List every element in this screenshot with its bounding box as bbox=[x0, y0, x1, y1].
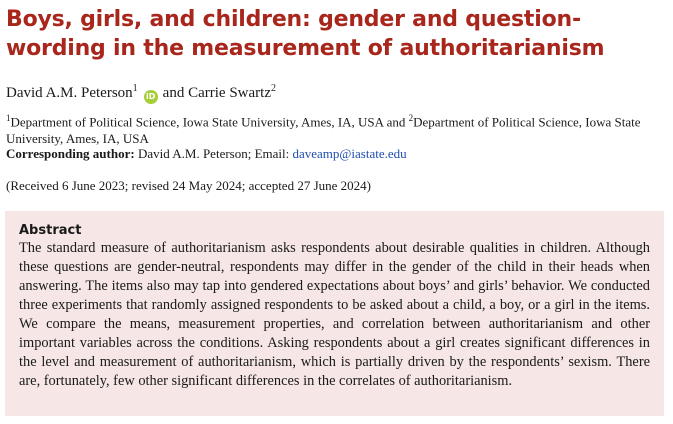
orcid-icon[interactable]: iD bbox=[144, 90, 158, 104]
corresponding-text: David A.M. Peterson; Email: bbox=[137, 146, 290, 161]
article-title: Boys, girls, and children: gender and question-wording in the measurement of authoritarianism bbox=[6, 7, 605, 61]
affiliation-marker: 2 bbox=[408, 113, 414, 123]
author-list bbox=[6, 80, 276, 104]
abstract-heading: Abstract bbox=[19, 223, 82, 238]
affiliations bbox=[6, 110, 661, 147]
affiliation-text: Department of Political Science, Iowa State University, Ames, IA, USA and bbox=[10, 114, 409, 130]
corresponding-author bbox=[6, 145, 407, 162]
abstract-box bbox=[5, 211, 664, 416]
corresponding-label: Corresponding author: bbox=[6, 146, 135, 161]
author-conjunction: and bbox=[162, 85, 185, 101]
affiliation-marker: 2 bbox=[270, 83, 276, 94]
affiliation-marker: 1 bbox=[6, 113, 11, 123]
author-name[interactable]: David A.M. Peterson bbox=[6, 85, 133, 101]
affiliation-marker: 1 bbox=[132, 83, 138, 94]
abstract-text: The standard measure of authoritarianism asks respondents about desirable qualities in children. Although these questions are gender-neutral, respondents may differ in the gender of the child in their heads when answering. The items also may tap into gendered expectations about boys’ and girls’ behavior. We conducted three experiments that randomly assigned respondents to be asked about a child, a boy, or a girl in the items. We compare the means, measurement properties, and correlation between authoritarianism and other important variables across the conditions. Asking respondents about a girl creates significant differences in the level and measurement of authoritarianism, which is partially driven by the respondents’ sexism. There are, fortunately, few other significant differences in the correlates of authoritarianism. bbox=[19, 240, 650, 389]
affiliation-text: Department of Political Science, Iowa State University, Ames, IA, USA bbox=[6, 114, 641, 147]
author-name[interactable]: Carrie Swartz bbox=[188, 85, 271, 101]
email-link[interactable]: daveamp@iastate.edu bbox=[292, 146, 407, 161]
publication-history: (Received 6 June 2023; revised 24 May 2024; accepted 27 June 2024) bbox=[6, 178, 371, 193]
